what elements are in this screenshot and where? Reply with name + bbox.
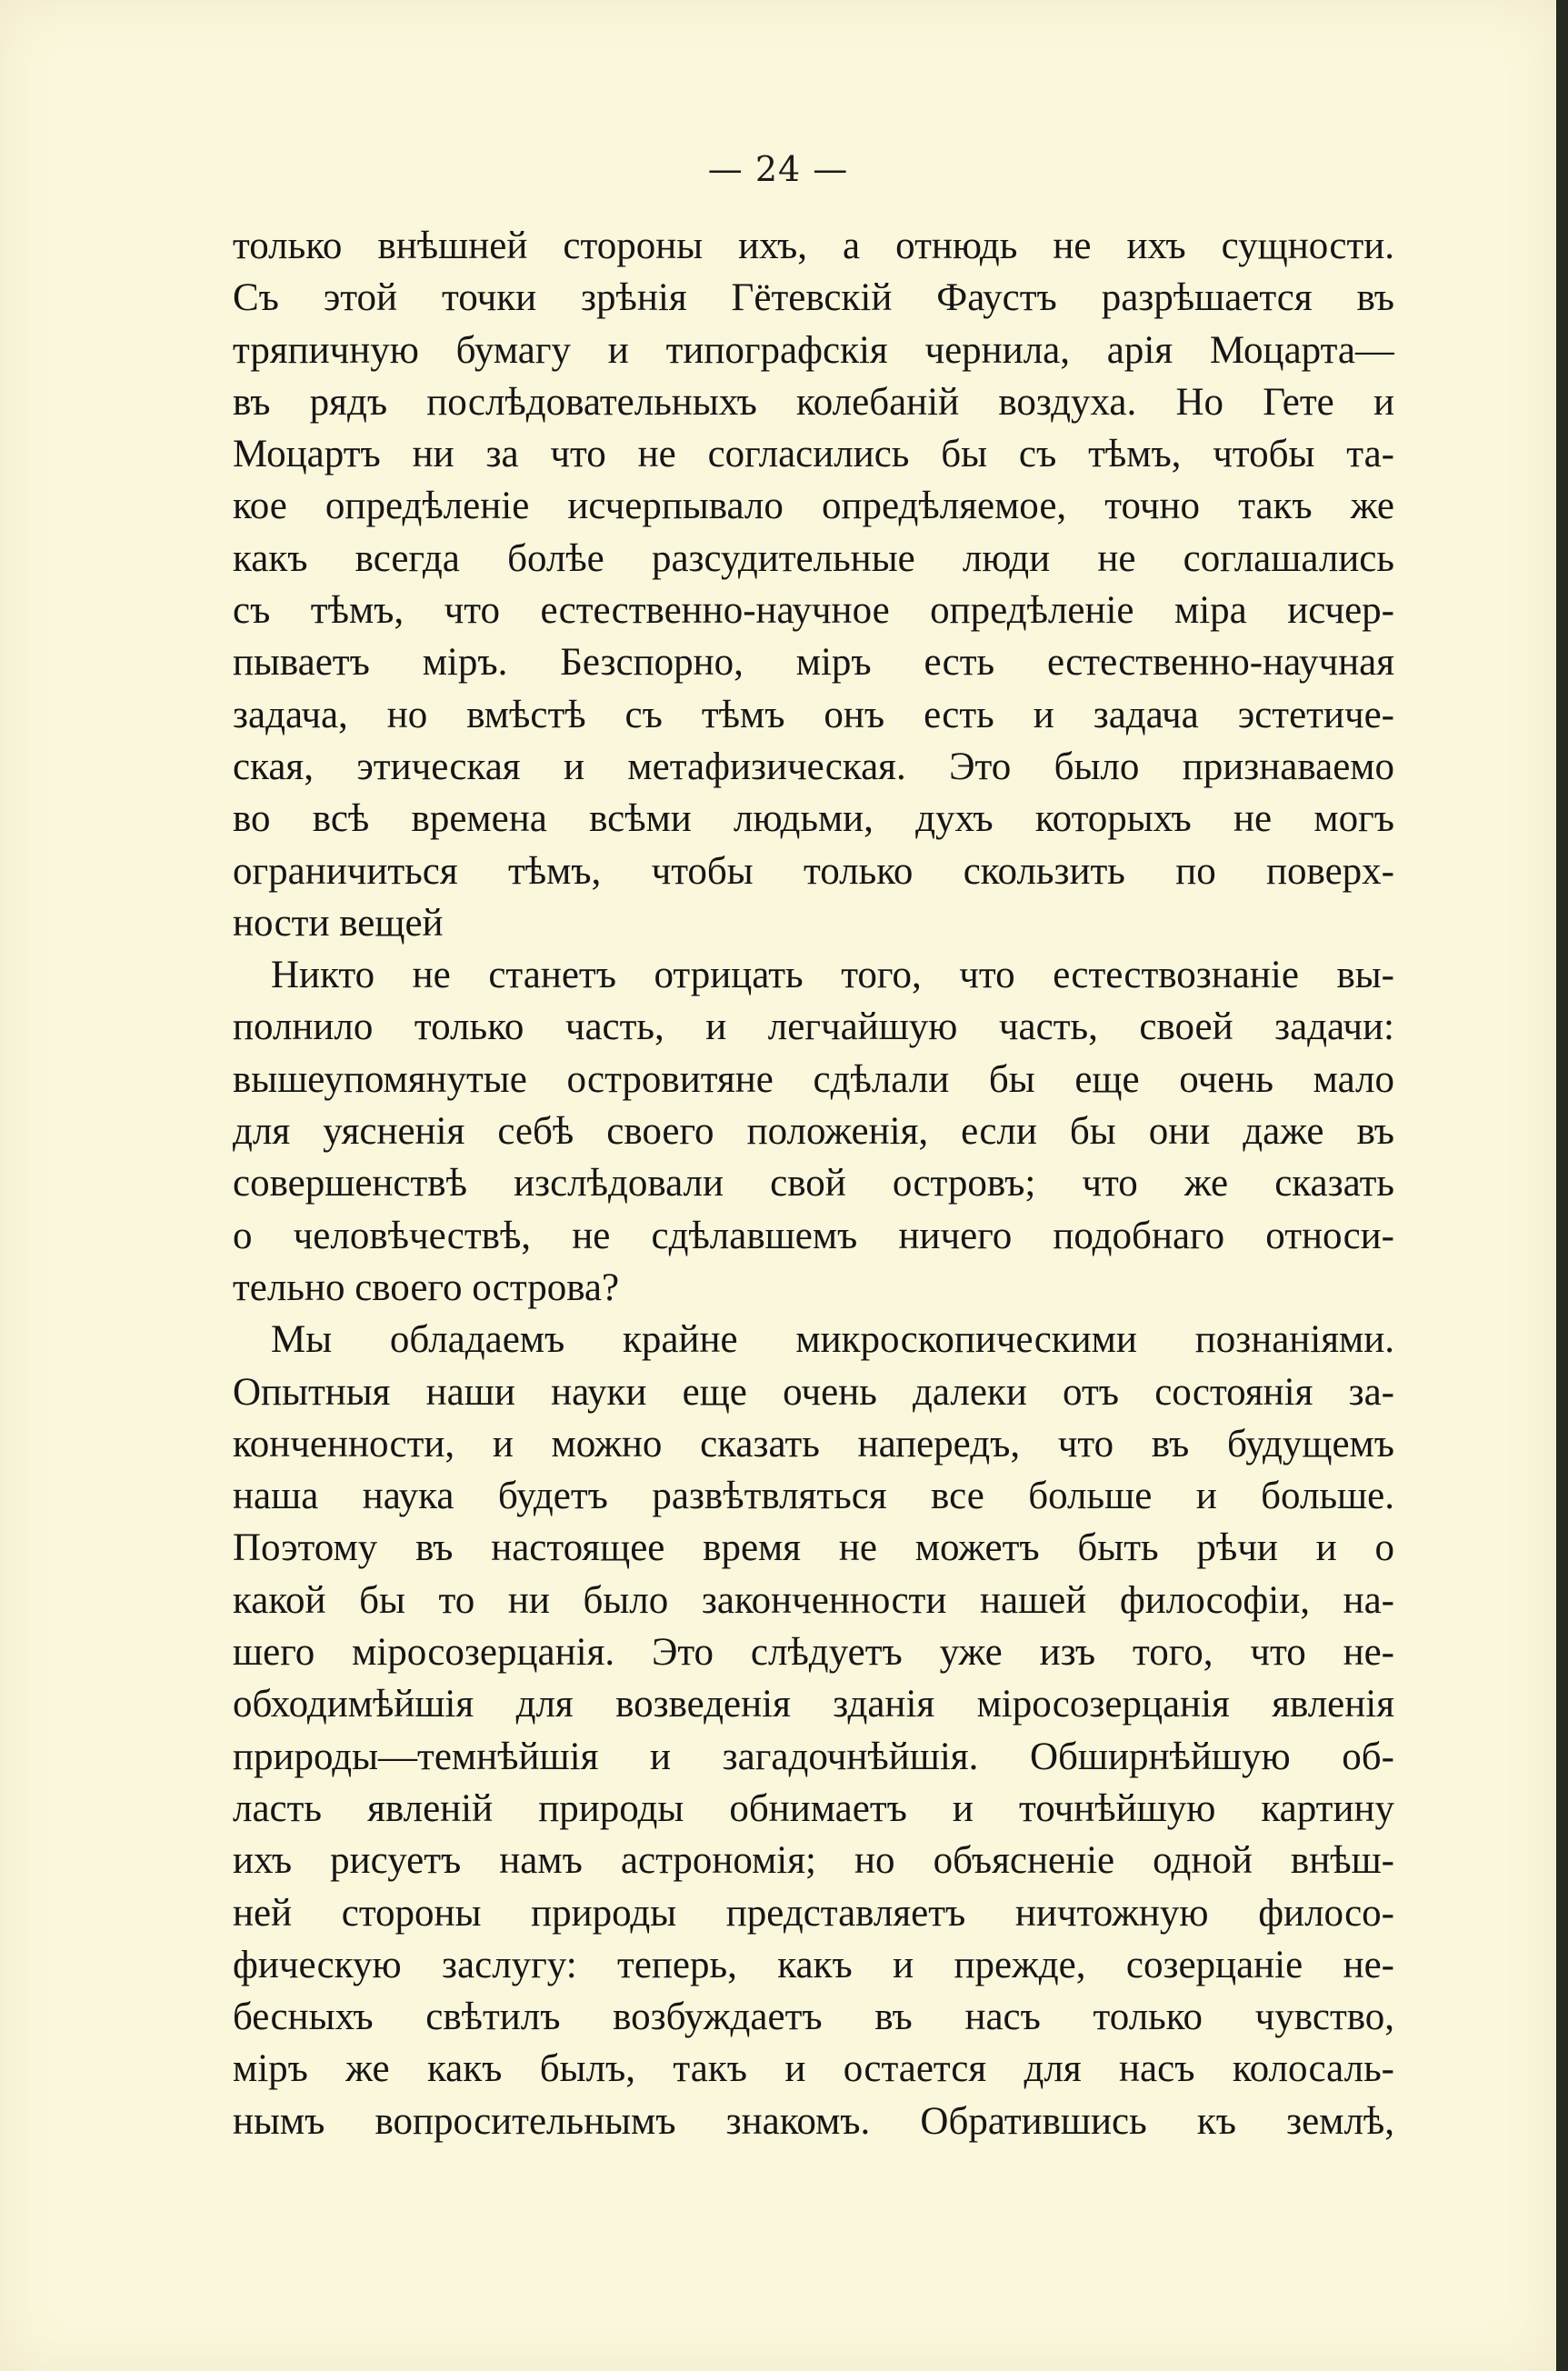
paragraph-1: [233, 220, 1394, 949]
text-line: ности вещей: [233, 901, 444, 945]
text-line: конченности, и можно сказать напередъ, что въ будущемъ: [233, 1422, 1394, 1466]
text-line: во всѣ времена всѣми людьми, духъ которыхъ не могъ: [233, 797, 1394, 841]
text-line: Поэтому въ настоящее время не можетъ быть рѣчи и о: [233, 1526, 1394, 1570]
text-line: съ тѣмъ, что естественно-научное опредѣленіе міра исчер-: [233, 589, 1394, 633]
text-line: шего міросозерцанія. Это слѣдуетъ уже изъ того, что не-: [233, 1631, 1394, 1675]
text-line: тельно своего острова?: [233, 1266, 620, 1309]
page-number: — 24 —: [707, 149, 849, 189]
text-line: Моцартъ ни за что не согласились бы съ тѣмъ, чтобы та-: [233, 433, 1394, 476]
text-line: кое опредѣленіе исчерпывало опредѣляемое, точно такъ же: [233, 485, 1394, 528]
text-line: о человѣчествѣ, не сдѣлавшемъ ничего подобнаго относи-: [233, 1214, 1394, 1257]
text-line: наша наука будетъ развѣтвляться все больше и больше.: [233, 1475, 1394, 1518]
text-line: Никто не станетъ отрицать того, что естествознаніе вы-: [271, 954, 1394, 997]
text-line: ская, этическая и метафизическая. Это было признаваемо: [233, 745, 1394, 788]
text-line: ограничиться тѣмъ, чтобы только скользить по поверх-: [233, 849, 1394, 893]
paragraph-2: [233, 949, 1394, 1314]
text-line: ласть явленій природы обнимаетъ и точнѣйшую картину: [233, 1786, 1394, 1830]
text-line: какъ всегда болѣе разсудительные люди не соглашались: [233, 536, 1394, 580]
text-line: задача, но вмѣстѣ съ тѣмъ онъ есть и задача эстетиче-: [233, 693, 1394, 736]
body-text: [233, 220, 1394, 2147]
text-line: Съ этой точки зрѣнія Гётевскій Фаустъ разрѣшается въ: [233, 276, 1394, 320]
text-line: только внѣшней стороны ихъ, а отнюдь не ихъ сущности.: [233, 225, 1394, 267]
text-line: фическую заслугу: теперь, какъ и прежде, созерцаніе не-: [233, 1943, 1394, 1986]
text-line: какой бы то ни было законченности нашей философіи, на-: [233, 1578, 1394, 1622]
text-line: бесныхъ свѣтилъ возбуждаетъ въ насъ только чувство,: [233, 1996, 1394, 2039]
text-line: совершенствѣ изслѣдовали свой островъ; что же сказать: [233, 1162, 1394, 1206]
text-line: нымъ вопросительнымъ знакомъ. Обратившись къ землѣ,: [233, 2099, 1394, 2143]
text-line: полнило только часть, и легчайшую часть, своей задачи:: [233, 1005, 1394, 1049]
text-line: тряпичную бумагу и типографскія чернила, арія Моцарта—: [233, 328, 1394, 372]
text-line: вышеупомянутые островитяне сдѣлали бы еще очень мало: [233, 1057, 1394, 1101]
text-line: ней стороны природы представляетъ ничтожную филосо-: [233, 1891, 1394, 1935]
text-line: обходимѣйшія для возведенія зданія міросозерцанія явленія: [233, 1683, 1394, 1726]
paragraph-3: [233, 1314, 1394, 2147]
text-line: природы—темнѣйшія и загадочнѣйшія. Обширнѣйшую об-: [233, 1735, 1394, 1778]
text-line: Мы обладаемъ крайне микроскопическими познаніями.: [271, 1318, 1394, 1362]
text-line: для уясненія себѣ своего положенія, если бы они даже въ: [233, 1110, 1394, 1154]
text-line: въ рядъ послѣдовательныхъ колебаній воздуха. Но Гете и: [233, 380, 1394, 424]
text-line: міръ же какъ былъ, такъ и остается для насъ колосаль-: [233, 2047, 1394, 2091]
text-line: Опытныя наши науки еще очень далеки отъ состоянія за-: [233, 1370, 1394, 1414]
text-line: пываетъ міръ. Безспорно, міръ есть естественно-научная: [233, 641, 1394, 685]
text-line: ихъ рисуетъ намъ астрономія; но объясненіе одной внѣш-: [233, 1839, 1394, 1883]
